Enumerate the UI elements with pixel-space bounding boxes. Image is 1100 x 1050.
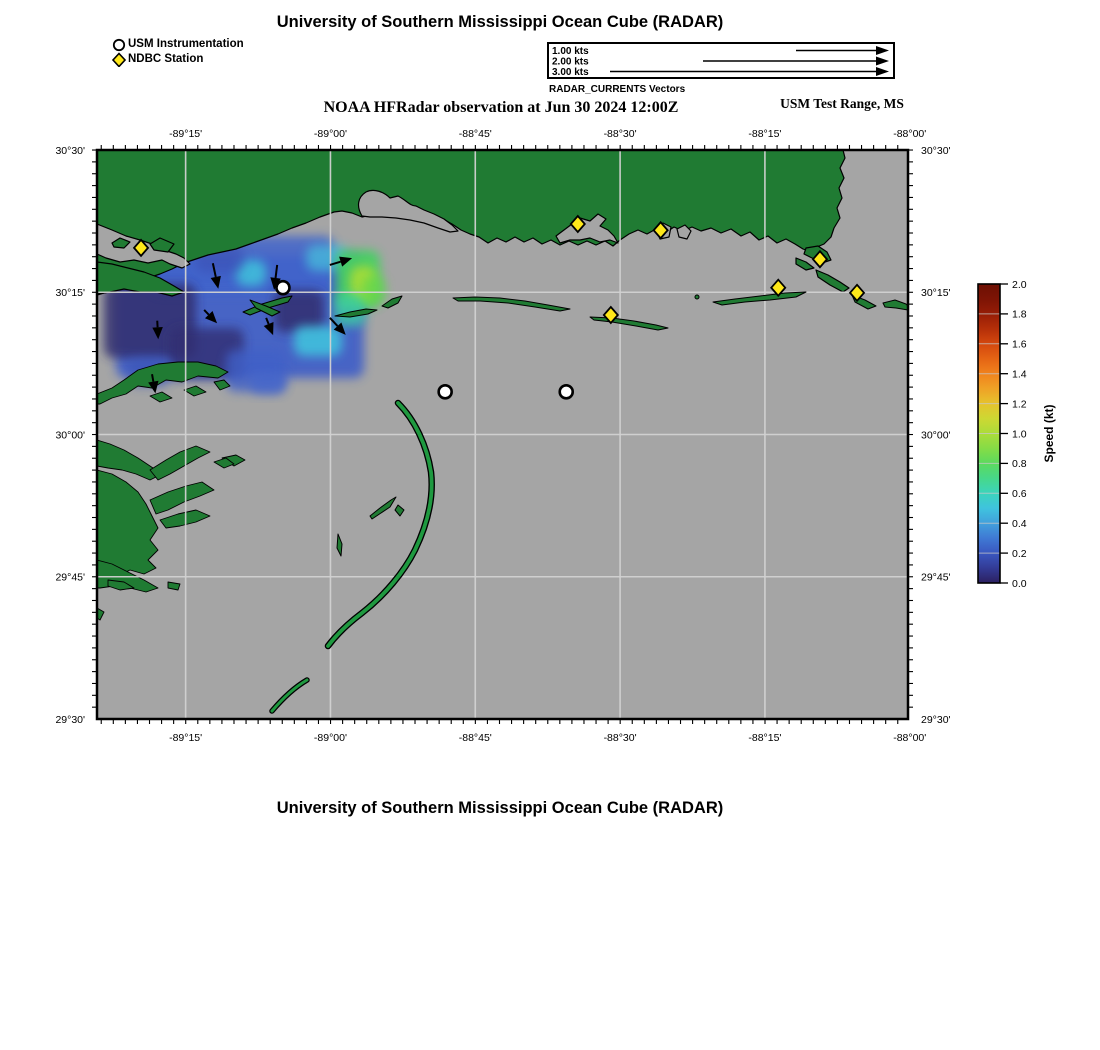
colorbar-tick-label: 1.0 — [1012, 428, 1027, 441]
footer-title: University of Southern Mississippi Ocean Cube (RADAR) — [276, 799, 724, 817]
colorbar-tick-label: 1.4 — [1012, 368, 1027, 381]
speed-cell — [250, 372, 286, 394]
colorbar-tick-label: 1.6 — [1012, 338, 1027, 351]
lat-label-left: 30°00' — [55, 429, 85, 442]
colorbar-tick-label: 0.6 — [1012, 488, 1027, 501]
lat-label-right: 30°00' — [921, 429, 951, 442]
vector-key-caption: RADAR_CURRENTS Vectors — [549, 84, 686, 95]
colorbar-tick-label: 1.2 — [1012, 398, 1027, 411]
lon-label-top: -89°00' — [313, 128, 347, 140]
speed-cell — [294, 326, 342, 356]
speed-cell — [362, 276, 386, 304]
lon-label-bottom: -88°45' — [458, 732, 492, 744]
colorbar-tick-label: 0.2 — [1012, 547, 1027, 560]
lon-label-bottom: -88°30' — [603, 732, 637, 744]
usm-station-marker — [560, 385, 573, 398]
lat-label-right: 29°45' — [921, 571, 951, 584]
colorbar-tick-label: 0.8 — [1012, 458, 1027, 471]
lat-label-right: 30°30' — [921, 144, 951, 157]
usm-station-marker — [439, 385, 452, 398]
lat-label-left: 30°30' — [55, 144, 85, 157]
vector-key-label: 2.00 kts — [552, 56, 589, 68]
region-label: USM Test Range, MS — [780, 96, 904, 111]
lat-label-left: 29°45' — [55, 571, 85, 584]
usm-station-marker — [276, 281, 289, 294]
legend-label-ndbc: NDBC Station — [128, 53, 204, 65]
lon-label-top: -89°15' — [169, 128, 203, 140]
colorbar-tick-label: 1.8 — [1012, 308, 1027, 321]
lat-label-right: 30°15' — [921, 287, 951, 300]
lon-label-bottom: -88°15' — [748, 732, 782, 744]
colorbar-tick-label: 2.0 — [1012, 278, 1027, 291]
vector-key-label: 1.00 kts — [552, 46, 589, 57]
lon-label-top: -88°30' — [603, 128, 637, 140]
legend-label-usm: USM Instrumentation — [128, 38, 244, 50]
lon-label-top: -88°00' — [893, 128, 927, 140]
lon-label-bottom: -88°00' — [893, 732, 927, 744]
page-title: University of Southern Mississippi Ocean Cube (RADAR) — [276, 13, 724, 31]
lat-label-left: 29°30' — [55, 713, 85, 726]
speed-cell — [274, 290, 324, 332]
colorbar-tick-label: 0.4 — [1012, 518, 1027, 530]
colorbar-title: Speed (kt) — [1042, 404, 1056, 463]
colorbar-tick-label: 0.0 — [1012, 577, 1027, 590]
lon-label-bottom: -89°00' — [313, 732, 347, 744]
lon-label-top: -88°15' — [748, 128, 782, 140]
vector-key-label: 3.00 kts — [552, 67, 589, 77]
lon-label-bottom: -89°15' — [169, 732, 203, 744]
lon-label-top: -88°45' — [458, 128, 492, 140]
lat-label-left: 30°15' — [55, 287, 85, 300]
vector-stem — [152, 374, 153, 381]
observation-subtitle: NOAA HFRadar observation at Jun 30 2024 12:00Z — [323, 99, 679, 116]
shoal-dot — [695, 295, 699, 299]
colorbar — [978, 279, 1056, 590]
lat-label-right: 29°30' — [921, 713, 951, 726]
